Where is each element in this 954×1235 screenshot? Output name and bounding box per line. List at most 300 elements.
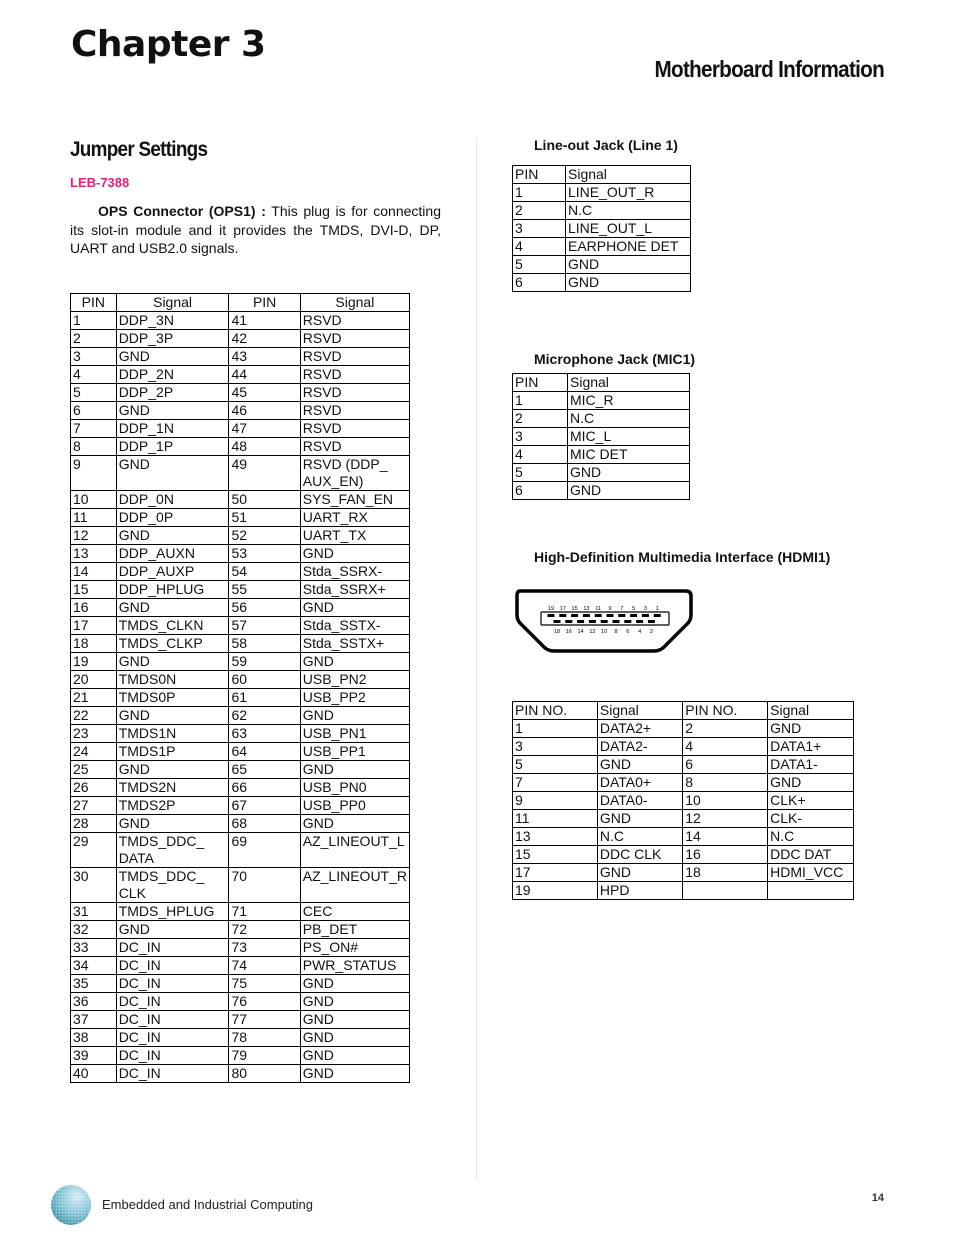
ops-row-cell: RSVD: [300, 402, 409, 420]
hdmi-row-cell: DATA0-: [597, 792, 682, 810]
hdmi-top-pin-label: 13: [583, 606, 590, 612]
ops-row-cell: GND: [116, 456, 229, 491]
hdmi-row-cell: 10: [683, 792, 768, 810]
hdmi-bottom-pin: [589, 620, 596, 623]
hdmi-top-pin: [548, 614, 555, 617]
ops-row-cell: GND: [300, 1029, 409, 1047]
footer-text: Embedded and Industrial Computing: [102, 1197, 314, 1212]
lineout-row-cell: 1: [513, 184, 566, 202]
lineout-row-cell: GND: [566, 256, 691, 274]
ops-row-cell: 47: [229, 420, 300, 438]
ops-row-cell: 39: [71, 1047, 117, 1065]
ops-row-cell: DC_IN: [116, 1047, 229, 1065]
lineout-row: [513, 274, 691, 292]
ops-row-cell: 9: [71, 456, 117, 491]
ops-row-cell: 76: [229, 993, 300, 1011]
ops-row-cell: Stda_SSRX+: [300, 581, 409, 599]
ops-row-cell: 6: [71, 402, 117, 420]
hdmi-bottom-pin: [554, 620, 561, 623]
ops-pin-table: [70, 293, 410, 1083]
lineout-row-cell: 2: [513, 202, 566, 220]
ops-row-cell: Stda_SSTX-: [300, 617, 409, 635]
ops-row-cell: 13: [71, 545, 117, 563]
ops-row-cell: 26: [71, 779, 117, 797]
ops-row-cell: 29: [71, 833, 117, 868]
hdmi-bottom-pin: [648, 620, 655, 623]
ops-intro-paragraph: [70, 202, 441, 258]
ops-row-cell: RSVD: [300, 312, 409, 330]
mic-header-row: [513, 374, 690, 392]
hdmi-header-cell: PIN NO.: [513, 702, 598, 720]
hdmi-row-cell: [768, 882, 854, 900]
ops-row-cell: AZ_LINEOUT_L: [300, 833, 409, 868]
hdmi-row-cell: 19: [513, 882, 598, 900]
ops-row-cell: RSVD (DDP_ AUX_EN): [300, 456, 409, 491]
hdmi-row-cell: 14: [683, 828, 768, 846]
mic-row-cell: 2: [513, 410, 568, 428]
mic-header-cell: Signal: [568, 374, 690, 392]
hdmi-row-cell: GND: [597, 810, 682, 828]
ops-row-cell: DDP_3N: [116, 312, 229, 330]
hdmi-row-cell: 11: [513, 810, 598, 828]
ops-header-cell: PIN: [229, 294, 300, 312]
ops-row-cell: 2: [71, 330, 117, 348]
ops-row-cell: USB_PN2: [300, 671, 409, 689]
ops-row-cell: USB_PP0: [300, 797, 409, 815]
mic-row-cell: GND: [568, 482, 690, 500]
ops-row-cell: 23: [71, 725, 117, 743]
ops-row-cell: GND: [116, 815, 229, 833]
ops-row-cell: TMDS2P: [116, 797, 229, 815]
ops-row-cell: DC_IN: [116, 1065, 229, 1083]
ops-row-cell: GND: [116, 921, 229, 939]
hdmi-row-cell: 4: [683, 738, 768, 756]
mic-row: [513, 428, 690, 446]
ops-row-cell: 57: [229, 617, 300, 635]
ops-row-cell: 71: [229, 903, 300, 921]
lineout-row: [513, 202, 691, 220]
ops-row-cell: 42: [229, 330, 300, 348]
mic-row-cell: 3: [513, 428, 568, 446]
ops-row-cell: RSVD: [300, 366, 409, 384]
ops-row: [71, 707, 410, 725]
mic-row: [513, 482, 690, 500]
hdmi-row: [513, 864, 854, 882]
hdmi-row-cell: DATA0+: [597, 774, 682, 792]
ops-row-cell: 44: [229, 366, 300, 384]
hdmi-row-cell: 15: [513, 846, 598, 864]
hdmi-row-cell: HPD: [597, 882, 682, 900]
hdmi-top-pin: [595, 614, 602, 617]
mic-header-cell: PIN: [513, 374, 568, 392]
ops-row-cell: SYS_FAN_EN: [300, 491, 409, 509]
ops-row-cell: GND: [300, 1047, 409, 1065]
mic-table: [512, 373, 690, 500]
hdmi-bottom-pin-label: 4: [638, 629, 642, 635]
hdmi-row-cell: CLK+: [768, 792, 854, 810]
hdmi-row: [513, 882, 854, 900]
ops-row: [71, 617, 410, 635]
hdmi-row: [513, 846, 854, 864]
ops-row: [71, 563, 410, 581]
mic-row-cell: 1: [513, 392, 568, 410]
ops-row-cell: 34: [71, 957, 117, 975]
hdmi-row-cell: DATA1+: [768, 738, 854, 756]
hdmi-row: [513, 756, 854, 774]
ops-row-cell: GND: [116, 402, 229, 420]
ops-row-cell: 36: [71, 993, 117, 1011]
hdmi-row-cell: GND: [768, 774, 854, 792]
hdmi-header-row: [513, 702, 854, 720]
ops-row-cell: Stda_SSTX+: [300, 635, 409, 653]
hdmi-row: [513, 720, 854, 738]
hdmi-top-pin-label: 3: [643, 606, 647, 612]
ops-row-cell: GND: [300, 815, 409, 833]
hdmi-header-cell: Signal: [597, 702, 682, 720]
hdmi-row-cell: 18: [683, 864, 768, 882]
ops-row-cell: 72: [229, 921, 300, 939]
ops-row: [71, 509, 410, 527]
ops-row-cell: 27: [71, 797, 117, 815]
hdmi-row-cell: 7: [513, 774, 598, 792]
ops-intro-text: This plug is for connecting its slot-in module and it provides the TMDS, DVI-D, DP, UART and USB2.0 signals.: [70, 203, 441, 256]
hdmi-row: [513, 828, 854, 846]
ops-row-cell: DC_IN: [116, 1011, 229, 1029]
ops-row-cell: 40: [71, 1065, 117, 1083]
ops-row-cell: 5: [71, 384, 117, 402]
ops-row-cell: 28: [71, 815, 117, 833]
hdmi-row-cell: 8: [683, 774, 768, 792]
ops-row-cell: UART_RX: [300, 509, 409, 527]
ops-row-cell: 45: [229, 384, 300, 402]
hdmi-top-pin-label: 11: [595, 606, 602, 612]
chapter-title: Chapter 3: [71, 24, 266, 65]
lineout-row-cell: EARPHONE DET: [566, 238, 691, 256]
ops-row: [71, 939, 410, 957]
hdmi-top-pin-label: 19: [547, 606, 555, 612]
model-label: LEB-7388: [70, 175, 130, 190]
hdmi-row-cell: GND: [768, 720, 854, 738]
ops-row: [71, 689, 410, 707]
hdmi-header-cell: Signal: [768, 702, 854, 720]
ops-row-cell: 63: [229, 725, 300, 743]
ops-row-cell: 31: [71, 903, 117, 921]
ops-row-cell: 22: [71, 707, 117, 725]
ops-row-cell: 38: [71, 1029, 117, 1047]
hdmi-bottom-pin-label: 8: [614, 629, 618, 635]
ops-row-cell: TMDS0P: [116, 689, 229, 707]
ops-row: [71, 348, 410, 366]
hdmi-top-pin-label: 17: [559, 606, 566, 612]
ops-row-cell: 66: [229, 779, 300, 797]
hdmi-row-cell: [683, 882, 768, 900]
section-title: Motherboard Information: [654, 56, 884, 82]
ops-row-cell: 10: [71, 491, 117, 509]
ops-row-cell: DC_IN: [116, 993, 229, 1011]
hdmi-bottom-pin-label: 18: [553, 629, 561, 635]
lineout-table: [512, 165, 691, 292]
hdmi-bottom-pin: [565, 620, 572, 623]
ops-row-cell: DDP_3P: [116, 330, 229, 348]
hdmi-row-cell: 1: [513, 720, 598, 738]
ops-row: [71, 312, 410, 330]
hdmi-row: [513, 810, 854, 828]
lineout-header-cell: PIN: [513, 166, 566, 184]
hdmi-bottom-pin: [624, 620, 631, 623]
ops-row: [71, 797, 410, 815]
hdmi-row-cell: 6: [683, 756, 768, 774]
hdmi-row-cell: 17: [513, 864, 598, 882]
lineout-row-cell: GND: [566, 274, 691, 292]
ops-row: [71, 1065, 410, 1083]
ops-row: [71, 957, 410, 975]
mic-row-cell: MIC_R: [568, 392, 690, 410]
ops-row-cell: 51: [229, 509, 300, 527]
mic-row: [513, 446, 690, 464]
page-number: 14: [871, 1192, 884, 1204]
ops-row-cell: 46: [229, 402, 300, 420]
company-logo-icon: [49, 1183, 93, 1227]
ops-row-cell: 32: [71, 921, 117, 939]
ops-row-cell: TMDS_CLKP: [116, 635, 229, 653]
ops-header-cell: Signal: [300, 294, 409, 312]
ops-row: [71, 581, 410, 599]
hdmi-row-cell: GND: [597, 756, 682, 774]
lineout-row: [513, 220, 691, 238]
ops-row-cell: 35: [71, 975, 117, 993]
ops-row-cell: 74: [229, 957, 300, 975]
ops-row-cell: GND: [116, 599, 229, 617]
lineout-row: [513, 238, 691, 256]
ops-row-cell: RSVD: [300, 330, 409, 348]
ops-row-cell: GND: [116, 348, 229, 366]
ops-row-cell: 24: [71, 743, 117, 761]
hdmi-row-cell: 9: [513, 792, 598, 810]
ops-row-cell: USB_PN0: [300, 779, 409, 797]
ops-row-cell: GND: [300, 975, 409, 993]
ops-row-cell: TMDS_CLKN: [116, 617, 229, 635]
ops-row: [71, 420, 410, 438]
ops-row-cell: 64: [229, 743, 300, 761]
ops-row-cell: DC_IN: [116, 1029, 229, 1047]
ops-row-cell: DDP_HPLUG: [116, 581, 229, 599]
lineout-header-cell: Signal: [566, 166, 691, 184]
ops-row-cell: USB_PP2: [300, 689, 409, 707]
ops-row-cell: TMDS1N: [116, 725, 229, 743]
mic-row-cell: N.C: [568, 410, 690, 428]
ops-row-cell: RSVD: [300, 384, 409, 402]
ops-row-cell: 58: [229, 635, 300, 653]
hdmi-bottom-pin: [601, 620, 608, 623]
ops-row-cell: GND: [300, 1065, 409, 1083]
ops-row: [71, 545, 410, 563]
ops-row: [71, 1029, 410, 1047]
ops-row: [71, 384, 410, 402]
ops-row-cell: 8: [71, 438, 117, 456]
ops-row-cell: 62: [229, 707, 300, 725]
ops-row-cell: DDP_2N: [116, 366, 229, 384]
ops-row-cell: USB_PP1: [300, 743, 409, 761]
ops-row-cell: GND: [116, 527, 229, 545]
ops-row-cell: 68: [229, 815, 300, 833]
ops-row: [71, 975, 410, 993]
hdmi-top-pin: [642, 614, 649, 617]
ops-row: [71, 1047, 410, 1065]
ops-row-cell: 69: [229, 833, 300, 868]
ops-row-cell: GND: [116, 761, 229, 779]
ops-intro-bold: OPS Connector (OPS1) :: [98, 203, 266, 219]
hdmi-title: High-Definition Multimedia Interface (HDMI1): [534, 549, 831, 565]
ops-row: [71, 671, 410, 689]
ops-row-cell: PWR_STATUS: [300, 957, 409, 975]
hdmi-row-cell: HDMI_VCC: [768, 864, 854, 882]
ops-row: [71, 366, 410, 384]
ops-row: [71, 779, 410, 797]
ops-row-cell: RSVD: [300, 438, 409, 456]
ops-row: [71, 653, 410, 671]
ops-row-cell: DDP_AUXN: [116, 545, 229, 563]
lineout-row: [513, 256, 691, 274]
ops-row-cell: TMDS0N: [116, 671, 229, 689]
ops-row-cell: 21: [71, 689, 117, 707]
hdmi-row-cell: 16: [683, 846, 768, 864]
ops-row-cell: USB_PN1: [300, 725, 409, 743]
lineout-row-cell: LINE_OUT_R: [566, 184, 691, 202]
hdmi-top-pin-label: 9: [608, 606, 612, 612]
ops-row-cell: 53: [229, 545, 300, 563]
hdmi-row-cell: CLK-: [768, 810, 854, 828]
mic-title: Microphone Jack (MIC1): [534, 351, 696, 367]
ops-row: [71, 725, 410, 743]
ops-row-cell: DDP_2P: [116, 384, 229, 402]
ops-row-cell: GND: [300, 1011, 409, 1029]
hdmi-bottom-pin-label: 14: [577, 629, 584, 635]
ops-row-cell: 80: [229, 1065, 300, 1083]
ops-row-cell: TMDS1P: [116, 743, 229, 761]
hdmi-row-cell: 2: [683, 720, 768, 738]
hdmi-top-pin: [559, 614, 566, 617]
hdmi-row-cell: DDC DAT: [768, 846, 854, 864]
hdmi-top-pin: [583, 614, 590, 617]
ops-row-cell: TMDS_DDC_ CLK: [116, 868, 229, 903]
ops-row: [71, 815, 410, 833]
ops-row: [71, 456, 410, 491]
ops-row-cell: AZ_LINEOUT_R: [300, 868, 409, 903]
ops-row-cell: GND: [300, 653, 409, 671]
ops-row-cell: 79: [229, 1047, 300, 1065]
hdmi-top-pin-label: 15: [571, 606, 578, 612]
ops-row: [71, 868, 410, 903]
hdmi-top-pin: [571, 614, 578, 617]
mic-row-cell: 6: [513, 482, 568, 500]
lineout-row: [513, 184, 691, 202]
ops-header-cell: Signal: [116, 294, 229, 312]
hdmi-top-pin-label: 1: [655, 606, 659, 612]
ops-row-cell: 18: [71, 635, 117, 653]
ops-row-cell: 4: [71, 366, 117, 384]
ops-row-cell: 14: [71, 563, 117, 581]
ops-row-cell: DC_IN: [116, 957, 229, 975]
ops-row-cell: TMDS_DDC_ DATA: [116, 833, 229, 868]
ops-row-cell: Stda_SSRX-: [300, 563, 409, 581]
ops-row: [71, 761, 410, 779]
hdmi-row-cell: DATA1-: [768, 756, 854, 774]
ops-row-cell: 73: [229, 939, 300, 957]
hdmi-row-cell: 5: [513, 756, 598, 774]
ops-row-cell: DDP_1P: [116, 438, 229, 456]
ops-row: [71, 438, 410, 456]
lineout-row-cell: 6: [513, 274, 566, 292]
ops-row-cell: GND: [116, 707, 229, 725]
ops-row-cell: 17: [71, 617, 117, 635]
lineout-row-cell: N.C: [566, 202, 691, 220]
ops-row-cell: PS_ON#: [300, 939, 409, 957]
ops-row: [71, 743, 410, 761]
hdmi-top-pin: [654, 614, 661, 617]
hdmi-row: [513, 738, 854, 756]
mic-row-cell: MIC DET: [568, 446, 690, 464]
mic-row-cell: MIC_L: [568, 428, 690, 446]
ops-row-cell: 19: [71, 653, 117, 671]
ops-row-cell: 15: [71, 581, 117, 599]
ops-row-cell: 54: [229, 563, 300, 581]
hdmi-row-cell: DDC CLK: [597, 846, 682, 864]
hdmi-top-pin: [618, 614, 625, 617]
ops-row-cell: DC_IN: [116, 939, 229, 957]
ops-row-cell: CEC: [300, 903, 409, 921]
hdmi-top-pin: [630, 614, 637, 617]
ops-row: [71, 833, 410, 868]
ops-row: [71, 1011, 410, 1029]
hdmi-bottom-pin: [636, 620, 643, 623]
hdmi-top-pin-label: 5: [632, 606, 636, 612]
mic-row-cell: GND: [568, 464, 690, 482]
ops-row: [71, 527, 410, 545]
hdmi-bottom-pin: [613, 620, 620, 623]
hdmi-bottom-pin-label: 6: [626, 629, 630, 635]
ops-row-cell: 11: [71, 509, 117, 527]
ops-row-cell: 48: [229, 438, 300, 456]
hdmi-table: [512, 701, 854, 900]
ops-row-cell: 3: [71, 348, 117, 366]
ops-header-cell: PIN: [71, 294, 117, 312]
hdmi-bottom-pin-label: 2: [649, 629, 653, 635]
jumper-settings-heading: Jumper Settings: [70, 138, 208, 161]
hdmi-row-cell: GND: [597, 864, 682, 882]
hdmi-row-cell: N.C: [768, 828, 854, 846]
ops-row-cell: 20: [71, 671, 117, 689]
lineout-row-cell: LINE_OUT_L: [566, 220, 691, 238]
ops-row-cell: DDP_1N: [116, 420, 229, 438]
ops-row-cell: TMDS2N: [116, 779, 229, 797]
ops-row-cell: 55: [229, 581, 300, 599]
ops-row-cell: 77: [229, 1011, 300, 1029]
ops-row-cell: DC_IN: [116, 975, 229, 993]
ops-row-cell: 70: [229, 868, 300, 903]
hdmi-top-pin: [607, 614, 614, 617]
ops-row-cell: 7: [71, 420, 117, 438]
ops-row: [71, 635, 410, 653]
ops-row-cell: 25: [71, 761, 117, 779]
hdmi-bottom-pin: [577, 620, 584, 623]
ops-row-cell: GND: [300, 993, 409, 1011]
ops-row-cell: 60: [229, 671, 300, 689]
ops-row-cell: 16: [71, 599, 117, 617]
hdmi-row: [513, 774, 854, 792]
ops-row-cell: 33: [71, 939, 117, 957]
hdmi-row-cell: DATA2-: [597, 738, 682, 756]
hdmi-row-cell: 3: [513, 738, 598, 756]
